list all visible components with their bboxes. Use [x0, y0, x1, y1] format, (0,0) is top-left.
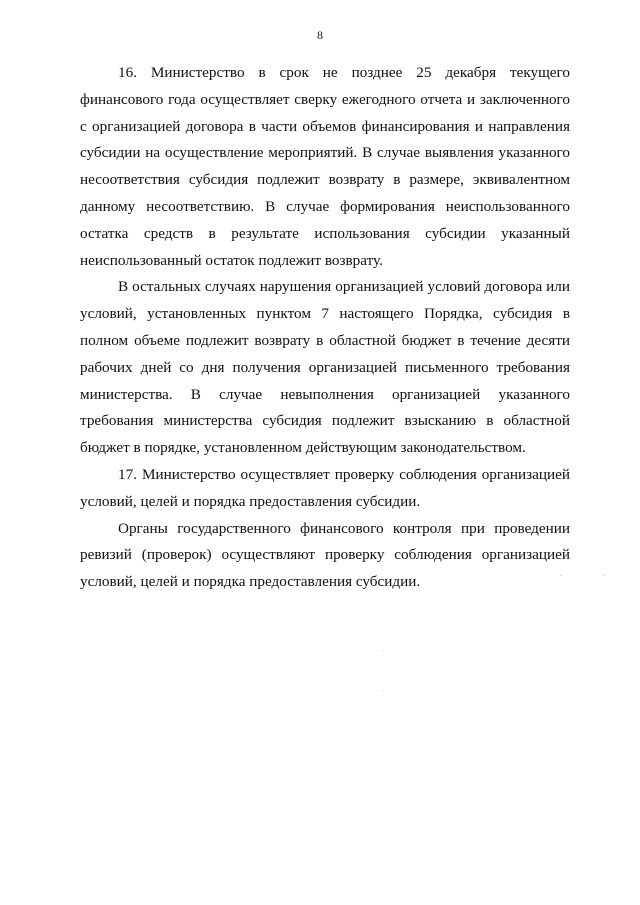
page-number: 8 [317, 28, 323, 42]
scan-speck [383, 690, 384, 691]
paragraph-16-continuation: В остальных случаях нарушения организацией условий договора или условий, установленных пунктом 7 настоящего Порядка, субсидия в полном объеме подлежит возврату в областной бюджет в течение десяти рабочих дней со дня получения организацией письменного требования министерства. В случае невыполнения организацией указанного требования министерства субсидия подлежит взысканию в областной бюджет в порядке, установленном действующим законодательством. [80, 278, 570, 457]
document-body [80, 60, 570, 596]
scan-speck [560, 575, 561, 576]
scan-speck [383, 650, 384, 651]
paragraph-16: 16. Министерство в срок не позднее 25 декабря текущего финансового года осуществляет сверку ежегодного отчета и заключенного с организацией договора в части объемов финансирования и направления субсидии на осуществление мероприятий. В случае выявления указанного несоответствия субсидия подлежит возврату в размере, эквивалентном данному несоответствию. В случае формирования неиспользованного остатка средств в результате использования субсидии указанный неиспользованный остаток подлежит возврату. [80, 64, 570, 269]
paragraph-17-continuation: Органы государственного финансового контроля при проведении ревизий (проверок) осуществляют проверку соблюдения организацией условий, целей и порядка предоставления субсидии. [80, 519, 570, 591]
paragraph-17: 17. Министерство осуществляет проверку соблюдения организацией условий, целей и порядка предоставления субсидии. [80, 465, 570, 510]
scan-speck [603, 575, 604, 576]
